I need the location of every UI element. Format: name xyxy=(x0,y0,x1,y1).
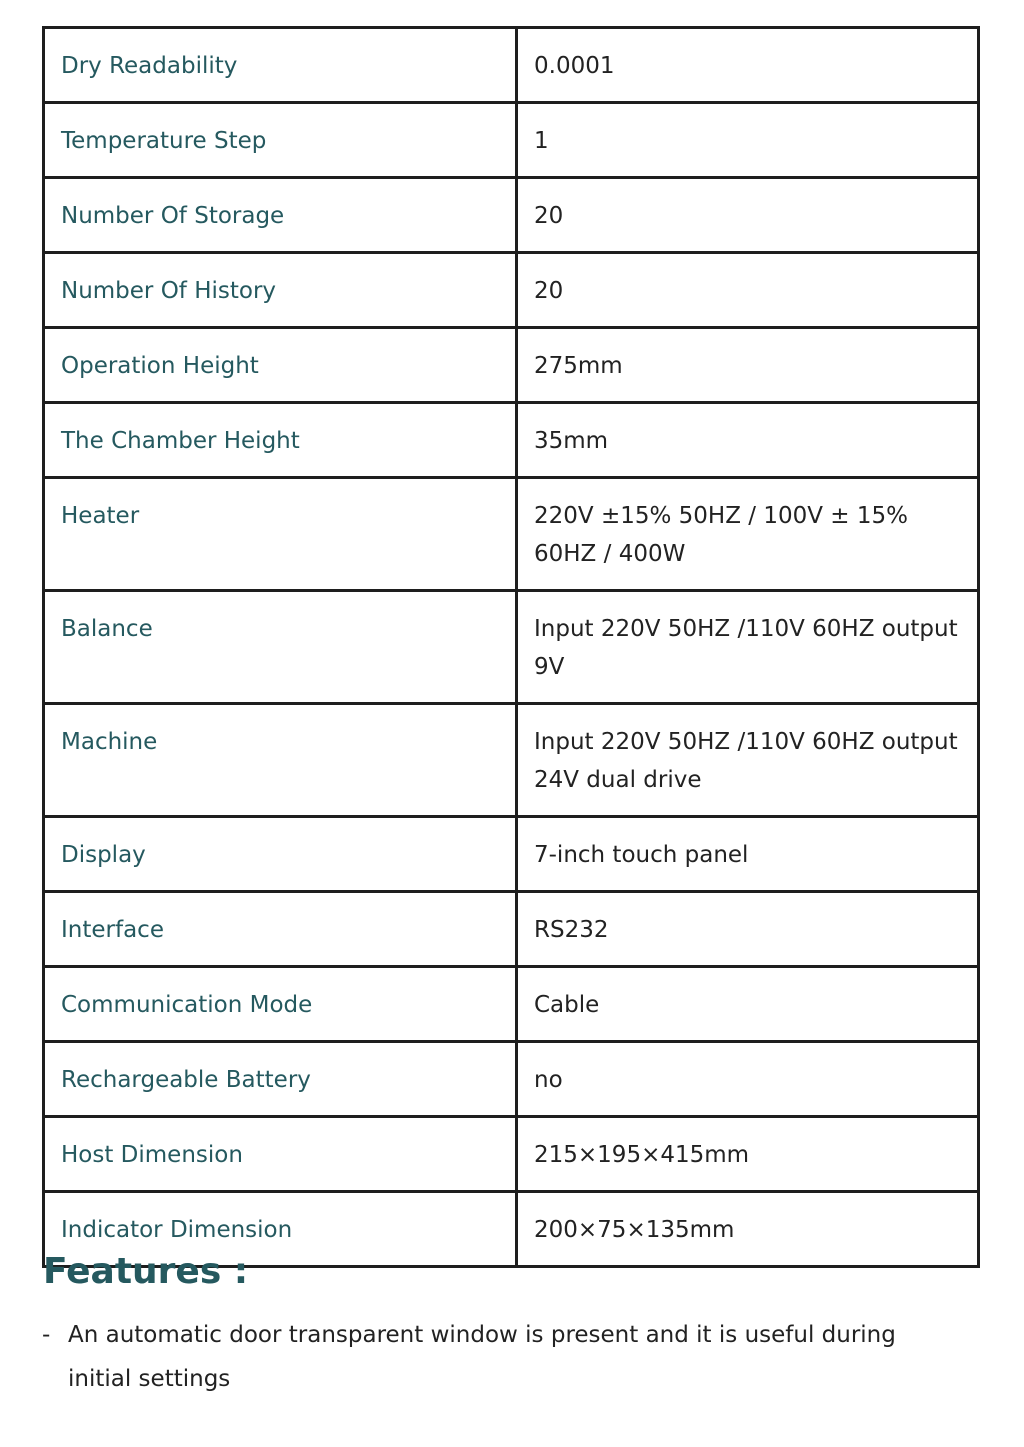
spec-value: 7-inch touch panel xyxy=(517,817,979,892)
spec-row-chamber-height xyxy=(44,403,979,478)
spec-label: Number Of Storage xyxy=(44,178,517,253)
spec-value: Input 220V 50HZ /110V 60HZ output 24V dual drive xyxy=(517,704,979,817)
spec-value: 20 xyxy=(517,178,979,253)
bullet-dash-icon: - xyxy=(42,1322,51,1348)
spec-value: RS232 xyxy=(517,892,979,967)
spec-row-display xyxy=(44,817,979,892)
spec-value: 275mm xyxy=(517,328,979,403)
spec-label: Temperature Step xyxy=(44,103,517,178)
spec-value: 200×75×135mm xyxy=(517,1192,979,1267)
spec-row-host-dimension xyxy=(44,1117,979,1192)
spec-row-temperature-step xyxy=(44,103,979,178)
spec-value: 35mm xyxy=(517,403,979,478)
spec-label: Indicator Dimension xyxy=(44,1192,517,1267)
spec-label: Machine xyxy=(44,704,517,817)
spec-row-communication-mode xyxy=(44,967,979,1042)
feature-text: An automatic door transparent window is present and it is useful during initial settings xyxy=(68,1322,896,1392)
spec-label: Dry Readability xyxy=(44,28,517,103)
spec-value: 220V ±15% 50HZ / 100V ± 15% 60HZ / 400W xyxy=(517,478,979,591)
spec-label: Operation Height xyxy=(44,328,517,403)
spec-row-balance xyxy=(44,591,979,704)
spec-value: Cable xyxy=(517,967,979,1042)
spec-label: Communication Mode xyxy=(44,967,517,1042)
spec-row-rechargeable-battery xyxy=(44,1042,979,1117)
spec-row-interface xyxy=(44,892,979,967)
spec-label: Display xyxy=(44,817,517,892)
spec-label: Balance xyxy=(44,591,517,704)
spec-row-number-of-storage xyxy=(44,178,979,253)
spec-label: Host Dimension xyxy=(44,1117,517,1192)
features-list xyxy=(42,1313,922,1401)
spec-row-dry-readability xyxy=(44,28,979,103)
spec-label: Rechargeable Battery xyxy=(44,1042,517,1117)
spec-value: 1 xyxy=(517,103,979,178)
spec-label: Interface xyxy=(44,892,517,967)
spec-value: Input 220V 50HZ /110V 60HZ output 9V xyxy=(517,591,979,704)
spec-value: 0.0001 xyxy=(517,28,979,103)
spec-row-machine xyxy=(44,704,979,817)
spec-row-operation-height xyxy=(44,328,979,403)
spec-label: The Chamber Height xyxy=(44,403,517,478)
spec-row-number-of-history xyxy=(44,253,979,328)
spec-value: 215×195×415mm xyxy=(517,1117,979,1192)
spec-label: Heater xyxy=(44,478,517,591)
features-heading: Features : xyxy=(43,1251,249,1292)
spec-row-heater xyxy=(44,478,979,591)
spec-value: no xyxy=(517,1042,979,1117)
spec-label: Number Of History xyxy=(44,253,517,328)
spec-table xyxy=(42,26,980,1268)
feature-item xyxy=(42,1313,922,1401)
spec-value: 20 xyxy=(517,253,979,328)
